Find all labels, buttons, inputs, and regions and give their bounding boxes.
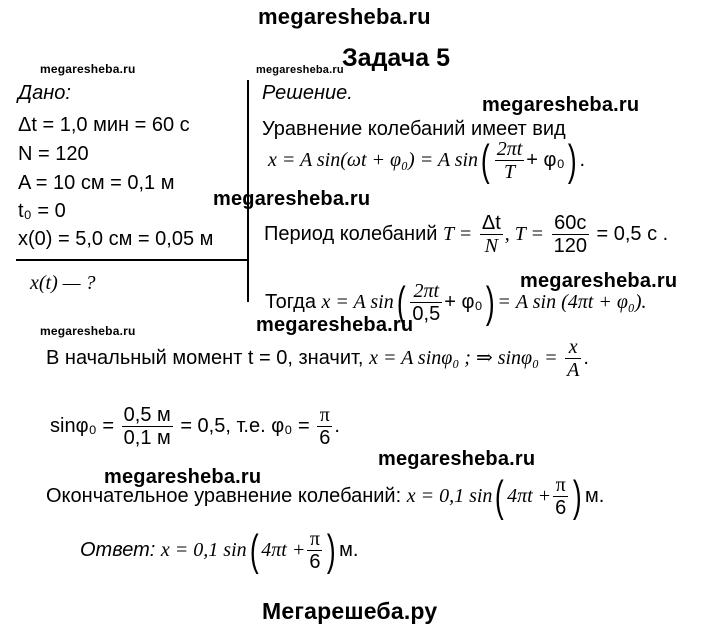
solution-line1: Уравнение колебаний имеет вид <box>262 118 566 140</box>
footer-watermark: Мегарешеба.ру <box>262 598 438 624</box>
watermark: megaresheba.ru <box>104 466 262 488</box>
given-x0: x(0) = 5,0 см = 0,05 м <box>18 228 214 250</box>
watermark: megaresheba.ru <box>256 314 414 336</box>
watermark: megaresheba.ru <box>40 324 136 338</box>
equation-sin-phi: sinφ₀ = $\frac{0,5 м}{0,1 м}$ = 0,5, т.е. φ₀ = $\frac{\pi}{6}$ . <box>50 404 340 449</box>
watermark: megaresheba.ru <box>482 94 640 116</box>
watermark: megaresheba.ru <box>256 64 344 76</box>
watermark: megaresheba.ru <box>520 270 678 292</box>
given-find: x(t) — ? <box>30 272 96 294</box>
solution-header: Решение. <box>262 82 353 104</box>
given-n: N = 120 <box>18 143 89 165</box>
given-a: A = 10 см = 0,1 м <box>18 172 175 194</box>
task-title: Задача 5 <box>342 44 450 72</box>
equation-oscillation: x = A sin(ωt + φ₀) = A sin( $\frac{2\pi t}{T}$ + φ₀) . <box>268 135 586 185</box>
equation-initial: В начальный момент t = 0, значит, x = A sinφ₀ ; ⇒ sinφ₀ = $\frac{x}{A}$ . <box>46 336 589 381</box>
answer: Ответ: x = 0,1 sin( 4πt + $\frac{\pi}{6}$ ) м. <box>80 525 359 575</box>
watermark: megaresheba.ru <box>378 448 536 470</box>
given-t0: t₀ = 0 <box>18 200 66 222</box>
equation-period: Период колебаний T = $\frac{\Delta t}{N}$ , T = $\frac{60c}{120}$ = 0,5 с . <box>264 212 669 257</box>
equation-then: Тогда x = A sin( $\frac{2\pi t}{0,5}$ + φ₀) = A sin (4πt + φ₀). <box>265 277 647 327</box>
watermark: megaresheba.ru <box>40 62 136 76</box>
watermark: megaresheba.ru <box>213 188 371 210</box>
equation-final: Окончательное уравнение колебаний: x = 0,1 sin( 4πt + $\frac{\pi}{6}$ ) м. <box>46 471 605 521</box>
watermark-top: megaresheba.ru <box>258 4 431 29</box>
horizontal-divider <box>16 259 248 261</box>
given-delta-t: Δt = 1,0 мин = 60 с <box>18 114 190 136</box>
given-header: Дано: <box>18 82 71 104</box>
